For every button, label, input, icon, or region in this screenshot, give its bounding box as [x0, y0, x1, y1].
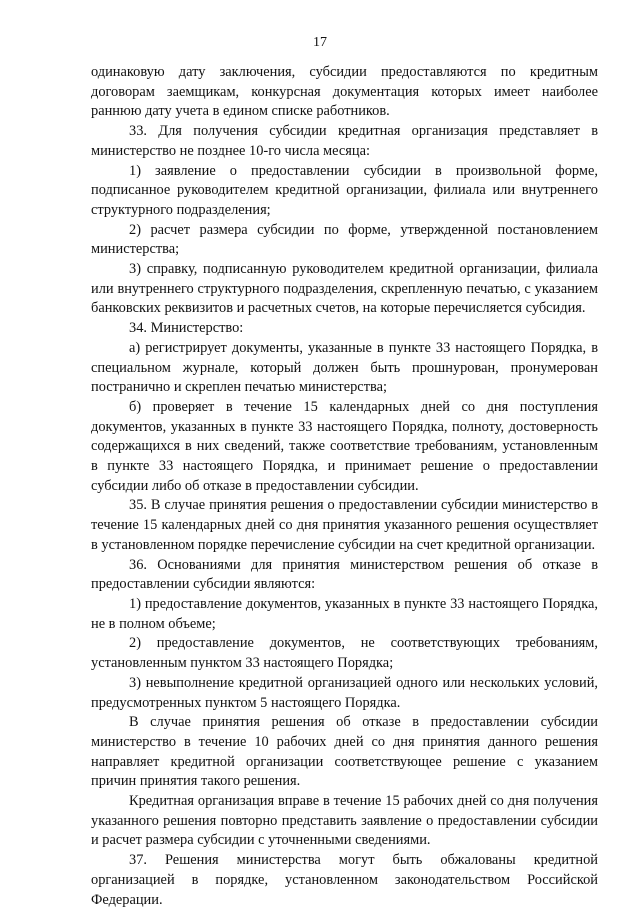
paragraph-item-36-2: 2) предоставление документов, не соответствующих требованиям, установленным пунктом 33 настоящего Порядка;	[91, 635, 598, 672]
paragraph-item-36-3: 3) невыполнение кредитной организацией одного или нескольких условий, предусмотренных пунктом 5 настоящего Порядка.	[91, 674, 598, 711]
paragraph-item-33-2: 2) расчет размера субсидии по форме, утвержденной постановлением министерства;	[91, 221, 598, 258]
paragraph-item-33: 33. Для получения субсидии кредитная организация представляет в министерство не позднее 10-го числа месяца:	[91, 123, 598, 159]
paragraph-item-34-b: б) проверяет в течение 15 календарных дней со дня поступления документов, указанных в пункте 33 настоящего Порядка, полноту, достоверность содержащихся в них сведений, также соответствие требованиям, установленным в пункте 33 настоящего Порядка, и принимает решение о предоставлении субсидии либо об отказе в предоставлении субсидии.	[91, 398, 598, 494]
paragraph-item-35: 35. В случае принятия решения о предоставлении субсидии министерство в течение 15 календарных дней со дня принятия указанного решения осуществляет в установленном порядке перечисление субсидии на счет кредитной организации.	[91, 497, 598, 553]
paragraph-item-33-3: 3) справку, подписанную руководителем кредитной организации, филиала или внутреннего структурного подразделения, скрепленную печатью, с указанием банковских реквизитов и расчетных счетов, на которые перечисляется субсидия.	[91, 261, 598, 317]
paragraph-item-36: 36. Основаниями для принятия министерством решения об отказе в предоставлении субсидии являются:	[91, 556, 598, 593]
paragraph-item-33-1: 1) заявление о предоставлении субсидии в произвольной форме, подписанное руководителем кредитной организации, филиала или внутреннего структурного подразделения;	[91, 162, 598, 218]
document-body	[91, 63, 598, 910]
paragraph-item-36-1: 1) предоставление документов, указанных в пункте 33 настоящего Порядка, не в полном объеме;	[91, 595, 598, 632]
page-number: 17	[313, 35, 327, 50]
paragraph-continuation: одинаковую дату заключения, субсидии предоставляются по кредитным договорам заемщикам, конкурсная документация которых имеет наиболее раннюю дату учета в едином списке работников.	[91, 64, 598, 120]
paragraph-item-34-a: а) регистрирует документы, указанные в пункте 33 настоящего Порядка, в специальном журнале, который должен быть прошнурован, пронумерован постранично и скреплен печатью министерства;	[91, 339, 598, 396]
paragraph-resubmission: Кредитная организация вправе в течение 15 рабочих дней со дня получения указанного решения повторно представить заявление о предоставлении субсидии и расчет размера субсидии с уточненными сведениями.	[91, 793, 598, 849]
paragraph-item-37: 37. Решения министерства могут быть обжалованы кредитной организацией в порядке, установленном законодательством Российской Федерации.	[91, 852, 598, 908]
paragraph-refusal-decision: В случае принятия решения об отказе в предоставлении субсидии министерство в течение 10 рабочих дней со дня принятия данного решения направляет кредитной организации соответствующее решение с указанием причин принятия такого решения.	[91, 714, 598, 790]
paragraph-item-34: 34. Министерство:	[129, 320, 244, 337]
